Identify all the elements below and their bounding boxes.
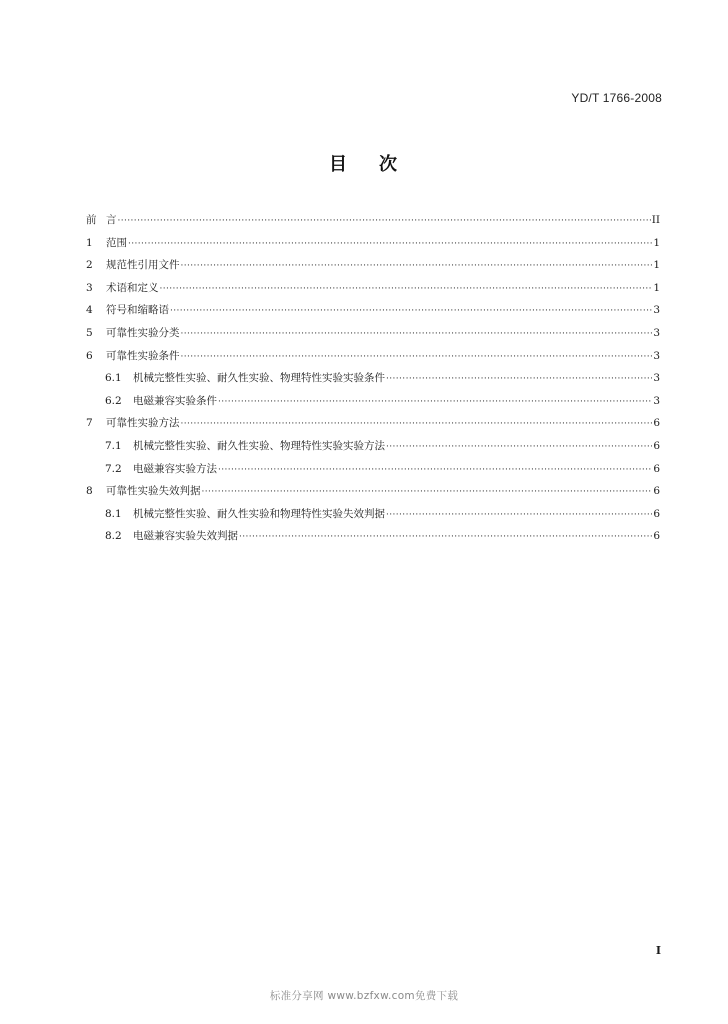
- page-title: [0, 150, 728, 176]
- toc-entry-page: 3: [653, 372, 660, 385]
- toc-entry-number: 2: [86, 259, 93, 272]
- dot-leader: [218, 459, 652, 482]
- toc-entry-label: 电磁兼容实验方法: [133, 462, 217, 475]
- toc-entry-page: 6: [653, 530, 660, 543]
- page-number: I: [655, 944, 661, 957]
- toc-entry-number: 6.1: [105, 372, 122, 385]
- dot-leader: [128, 233, 652, 256]
- toc-entry-number: 1: [86, 236, 93, 249]
- toc-entry-label: 符号和缩略语: [106, 304, 169, 317]
- toc-entry-label: 电磁兼容实验失效判据: [133, 530, 238, 543]
- toc-entry-page: 6: [653, 507, 660, 520]
- toc-entry-page: 6: [653, 417, 660, 430]
- dot-leader: [239, 526, 652, 549]
- toc-entry-number: 6.2: [105, 394, 122, 407]
- watermark: 标准分享网 www.bzfxw.com免费下载: [269, 990, 459, 1002]
- toc-entry-8-2[interactable]: [86, 525, 660, 548]
- dot-leader: [386, 504, 652, 527]
- toc-entry-label: 可靠性实验条件: [106, 349, 180, 362]
- toc-entry-7-2[interactable]: [86, 458, 660, 481]
- dot-leader: [160, 278, 653, 301]
- toc-entry-number: 8.2: [105, 530, 122, 543]
- toc-entry-4[interactable]: [86, 299, 660, 322]
- toc-entry-2[interactable]: [86, 254, 660, 277]
- dot-leader: [170, 300, 652, 323]
- dot-leader: [118, 210, 651, 233]
- toc-entry-7-1[interactable]: [86, 435, 660, 458]
- document-code: YD/T 1766-2008: [571, 91, 662, 105]
- title-part-2: 次: [379, 154, 399, 175]
- dot-leader: [218, 391, 652, 414]
- toc-entry-label: 机械完整性实验、耐久性实验、物理特性实验实验条件: [133, 372, 385, 385]
- toc-entry-6[interactable]: [86, 345, 660, 368]
- toc-entry-page: 3: [653, 394, 660, 407]
- toc-entry-label: 可靠性实验分类: [106, 326, 180, 339]
- toc-entry-label: 术语和定义: [106, 281, 159, 294]
- toc-entry-foreword[interactable]: [86, 209, 660, 232]
- toc-entry-label: 可靠性实验失效判据: [106, 485, 201, 498]
- dot-leader: [202, 481, 653, 504]
- toc-entry-label: 言: [106, 214, 117, 226]
- toc-entry-label: 可靠性实验方法: [106, 417, 180, 430]
- toc-entry-number: 3: [86, 281, 93, 294]
- toc-entry-number: 6: [86, 349, 93, 362]
- toc-entry-page: 1: [653, 259, 660, 272]
- toc-entry-8-1[interactable]: [86, 503, 660, 526]
- dot-leader: [181, 346, 653, 369]
- toc-entry-number: 7.2: [105, 462, 122, 475]
- toc-entry-number: 5: [86, 326, 93, 339]
- toc-entry-label: 机械完整性实验、耐久性实验和物理特性实验失效判据: [133, 507, 385, 520]
- toc-entry-number: 7: [86, 417, 93, 430]
- toc-entry-page: II: [651, 214, 660, 226]
- toc-entry-page: 1: [653, 236, 660, 249]
- toc-entry-label: 机械完整性实验、耐久性实验、物理特性实验实验方法: [133, 439, 385, 452]
- toc-entry-page: 3: [653, 349, 660, 362]
- dot-leader: [181, 255, 653, 278]
- dot-leader: [386, 436, 652, 459]
- toc-entry-6-2[interactable]: [86, 390, 660, 413]
- toc-entry-page: 6: [653, 462, 660, 475]
- toc-entry-page: 6: [653, 485, 660, 498]
- toc-entry-5[interactable]: [86, 322, 660, 345]
- toc-entry-page: 3: [653, 326, 660, 339]
- toc-entry-6-1[interactable]: [86, 367, 660, 390]
- toc-entry-page: 3: [653, 304, 660, 317]
- toc-entry-7[interactable]: [86, 412, 660, 435]
- toc-entry-label: 规范性引用文件: [106, 259, 180, 272]
- dot-leader: [386, 368, 652, 391]
- toc-entry-number: 前: [86, 214, 97, 226]
- dot-leader: [181, 323, 653, 346]
- toc-entry-number: 8.1: [105, 507, 122, 520]
- toc-entry-1[interactable]: [86, 232, 660, 255]
- toc-entry-page: 6: [653, 439, 660, 452]
- toc-entry-label: 范围: [106, 236, 127, 249]
- toc-entry-3[interactable]: [86, 277, 660, 300]
- title-part-1: 目: [329, 154, 349, 175]
- toc-entry-number: 4: [86, 304, 93, 317]
- toc-entry-number: 7.1: [105, 439, 122, 452]
- table-of-contents: [86, 209, 660, 548]
- toc-entry-page: 1: [653, 281, 660, 294]
- toc-entry-number: 8: [86, 485, 93, 498]
- dot-leader: [181, 413, 653, 436]
- toc-entry-label: 电磁兼容实验条件: [133, 394, 217, 407]
- toc-entry-8[interactable]: [86, 480, 660, 503]
